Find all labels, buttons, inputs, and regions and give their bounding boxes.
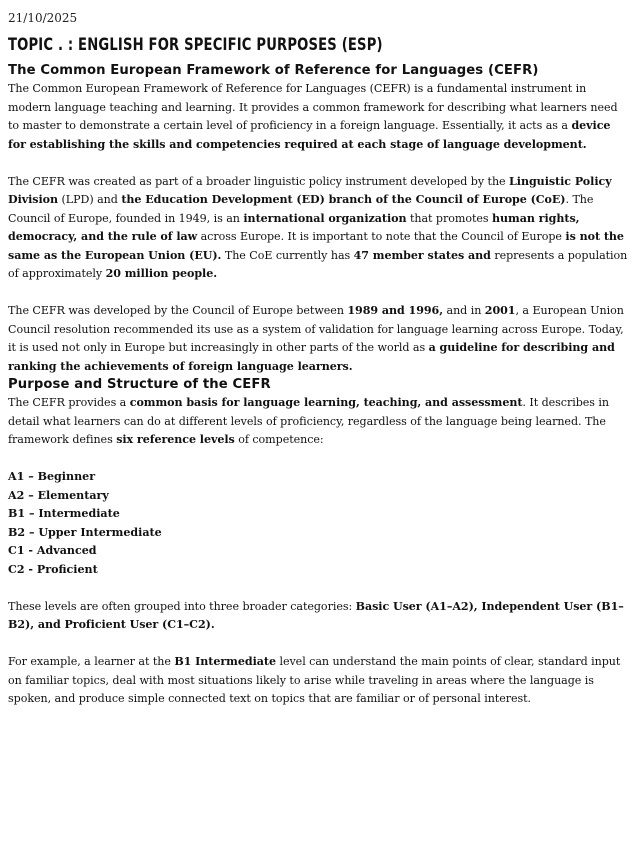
text: The Common European Framework of Reference for Languages (CEFR) is a fundamental instrument in modern language teaching and learning. It provides a common framework for describing what learners need to master to demonstrate a certain level of proficiency in a foreign language. Essentially, it acts as a [8, 82, 618, 132]
bold-text: a guideline for describing and ranking the achievements of foreign language learners. [8, 341, 615, 373]
text: . The Council of Europe, founded in 1949, is an [8, 193, 594, 225]
list-item: B2 – Upper Intermediate [8, 525, 162, 539]
bold-text: 47 member states and [353, 248, 491, 262]
text: and in [443, 304, 485, 317]
bold-text: 2001 [484, 304, 516, 317]
bold-text: six reference levels [116, 433, 235, 446]
paragraph-example [8, 653, 628, 709]
text: represents a population of approximately [8, 248, 628, 280]
bold-text: is not the same as the European Union (EU). [8, 230, 624, 262]
bold-text: Basic User (A1–A2), Independent User (B1–B2), and Proficient User (C1–C2). [8, 599, 624, 631]
bold-text: device for establishing the skills and competencies required at each stage of language development. [8, 119, 611, 151]
list-item: A1 – Beginner [8, 470, 96, 483]
paragraph-history [8, 173, 628, 284]
bold-text: international organization [243, 211, 407, 225]
text: The CEFR was developed by the Council of Europe between [8, 304, 348, 317]
paragraph-intro [8, 80, 628, 154]
section-heading-purpose: Purpose and Structure of the CEFR [8, 377, 271, 392]
text: of competence: [234, 433, 324, 446]
text: , a European Union Council resolution recommended its use as a system of validation for language learning across Europe. Today, it is used not only in Europe but increasingly in other parts of the world as [8, 304, 624, 354]
text: . It describes in detail what learners can do at different levels of proficiency, regardless of the language being learned. The framework defines [8, 396, 609, 446]
bold-text: the Education Development (ED) branch of the Council of Europe (CoE) [121, 193, 566, 206]
text: These levels are often grouped into three broader categories: [8, 599, 356, 613]
text: level can understand the main points of clear, standard input on familiar topics, deal with most situations likely to arise while traveling in areas where the language is spoken, and produce simple connected text on topics that are familiar or of personal interest. [8, 655, 621, 705]
paragraph-categories [8, 598, 628, 635]
bold-text: 1989 and 1996, [347, 304, 444, 317]
bold-text: human rights, democracy, and the rule of law [8, 211, 580, 243]
text: (LPD) and [58, 193, 122, 206]
list-item: B1 – Intermediate [8, 507, 120, 520]
section-heading-cefr: The Common European Framework of Reference for Languages (CEFR) [8, 63, 539, 78]
text: The CEFR provides a [8, 396, 130, 409]
bold-text: common basis for language learning, teaching, and assessment [129, 396, 523, 409]
paragraph-development [8, 302, 628, 376]
bold-text: Linguistic Policy Division [8, 174, 612, 206]
date: 21/10/2025 [8, 11, 78, 25]
text: The CoE currently has [221, 248, 354, 262]
list-item: C2 - Proficient [8, 562, 98, 576]
text: The CEFR was created as part of a broader linguistic policy instrument developed by the [8, 174, 510, 188]
text: across Europe. It is important to note that the Council of Europe [197, 230, 566, 243]
levels-list [8, 468, 628, 579]
bold-text: B1 Intermediate [174, 655, 276, 668]
list-item: A2 – Elementary [8, 488, 109, 502]
list-item: C1 - Advanced [8, 544, 97, 557]
paragraph-purpose [8, 394, 628, 450]
bold-text: 20 million people. [105, 267, 218, 280]
text: For example, a learner at the [8, 655, 175, 668]
topic-title: TOPIC . : ENGLISH FOR SPECIFIC PURPOSES (ESP) [8, 35, 383, 55]
text: that promotes [406, 211, 492, 225]
